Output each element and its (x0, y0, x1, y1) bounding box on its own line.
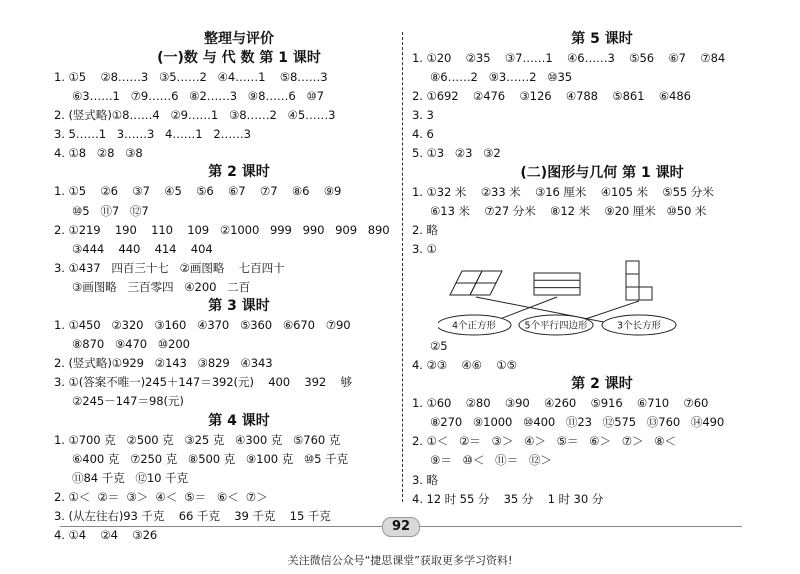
footer-note: 关注微信公众号“捷思课堂”获取更多学习资料! (287, 554, 513, 567)
answer-line: 3. ①(答案不唯一)245＋147＝392(元) 400 392 够 (54, 375, 353, 390)
answer-line: 4. ②③ ④⑥ ①⑤ (412, 358, 517, 373)
answer-line: 1. ①450 ②320 ③160 ④370 ⑤360 ⑥670 ⑦90 (54, 318, 351, 333)
answer-line: 1. ①32 米 ②33 米 ③16 厘米 ④105 米 ⑤55 分米 (412, 184, 714, 199)
answer-line: 2. ①219 190 110 109 ②1000 999 990 909 890 (54, 222, 390, 237)
answer-line: 4. ①8 ②8 ③8 (54, 146, 143, 161)
left-column (54, 30, 394, 545)
answer-line: 3. 略 (412, 472, 438, 487)
answer-line: 5. ①3 ②3 ③2 (412, 146, 501, 161)
answer-line: 3. 3 (412, 108, 434, 123)
oval-label: 3个长方形 (616, 320, 662, 332)
answer-line: 2. (竖式略)①8……4 ②9……1 ③8……2 ④5……3 (54, 108, 336, 123)
page-number: 92 (382, 517, 420, 537)
answer-line: ⑥13 米 ⑦27 分米 ⑧12 米 ⑨20 厘米 ⑩50 米 (430, 203, 707, 218)
answer-line: ⑥3……1 ⑦9……6 ⑧2……3 ⑨8……6 ⑩7 (72, 89, 324, 104)
answer-line: 3. 5……1 3……3 4……1 2……3 (54, 127, 251, 142)
parallelogram-shape (450, 283, 476, 295)
section-title: 第 5 课时 (571, 31, 633, 47)
answer-line: 1. ①5 ②8……3 ③5……2 ④4……1 ⑤8……3 (54, 70, 328, 84)
page-number-bar (60, 517, 742, 537)
section-title: 第 4 课时 (208, 412, 270, 429)
section-title: 第 2 课时 (208, 164, 270, 181)
answer-line: 1. ①20 ②35 ③7……1 ④6……3 ⑤56 ⑥7 ⑦84 (412, 51, 726, 65)
answer-line: ⑧270 ⑨1000 ⑩400 ⑪23 ⑫575 ⑬760 ⑭490 (430, 415, 725, 430)
oval-label: 5个平行四边形 (524, 320, 588, 332)
section-title: (二)图形与几何 第 1 课时 (520, 164, 684, 181)
answer-line: 2. ①＜ ②＝ ③＞ ④＜ ⑤＝ ⑥＜ ⑦＞ (54, 489, 268, 504)
parallelogram-shape (456, 271, 482, 283)
column-divider (402, 32, 403, 502)
answer-line: ③画图略 三百零四 ④200 二百 (72, 279, 251, 294)
answer-line: ⑩5 ⑪7 ⑫7 (72, 203, 149, 218)
square-shape (626, 287, 639, 300)
answer-line: ②5 (430, 338, 448, 353)
parallelogram-shape (470, 283, 496, 295)
answer-line: 3. ①437 四百三十七 ②画图略 七百四十 (54, 260, 285, 275)
answer-line: 3. (从左往右)93 千克 66 千克 39 千克 15 千克 (54, 508, 331, 523)
oval-label: 4个正方形 (451, 320, 497, 332)
answer-line: ⑧6……2 ⑨3……2 ⑩35 (430, 70, 573, 85)
answer-line: ⑨＝ ⑩＜ ⑪＝ ⑫＞ (430, 453, 552, 468)
square-shape (639, 287, 652, 300)
rectangle-shape (534, 273, 580, 295)
answer-line: ⑧870 ⑨470 ⑩200 (72, 337, 190, 352)
square-shape (626, 274, 639, 287)
answer-line: ③444 440 414 404 (72, 241, 213, 256)
answer-line: 1. ①5 ②6 ③7 ④5 ⑤6 ⑥7 ⑦7 ⑧6 ⑨9 (54, 184, 342, 199)
answer-line: 1. ①700 克 ②500 克 ③25 克 ④300 克 ⑤760 克 (54, 432, 341, 447)
section-title: 第 2 课时 (571, 376, 633, 393)
answer-line: 2. ①＜ ②＝ ③＞ ④＞ ⑤＝ ⑥＞ ⑦＞ ⑧＜ (412, 434, 677, 449)
shape-matching-figure (438, 259, 738, 337)
answer-line: ⑪84 千克 ⑫10 千克 (72, 470, 188, 485)
parallelogram-shape (476, 271, 502, 283)
answer-line: ⑥400 克 ⑦250 克 ⑧500 克 ⑨100 克 ⑩5 千克 (72, 451, 348, 466)
section-title: (一)数 与 代 数 第 1 课时 (157, 50, 321, 66)
section-title: 整理与评价 (204, 31, 274, 47)
right-column (412, 30, 762, 509)
answer-line: 2. (竖式略)①929 ②143 ③829 ④343 (54, 356, 273, 371)
answer-line: 4. 12 时 55 分 35 分 1 时 30 分 (412, 491, 604, 506)
answer-line: 1. ①60 ②80 ③90 ④260 ⑤916 ⑥710 ⑦60 (412, 396, 709, 411)
section-title: 第 3 课时 (208, 298, 270, 315)
answer-line: 2. ①692 ②476 ③126 ④788 ⑤861 ⑥486 (412, 89, 691, 104)
answer-line: 4. 6 (412, 127, 434, 142)
shape-figure (412, 259, 762, 337)
answer-line: 4. ①4 ②4 ③26 (54, 527, 158, 542)
answer-line: ②245－147＝98(元) (72, 394, 184, 409)
square-shape (626, 261, 639, 274)
answer-line: 2. 略 (412, 222, 438, 237)
answer-line: 3. ① (412, 241, 437, 256)
